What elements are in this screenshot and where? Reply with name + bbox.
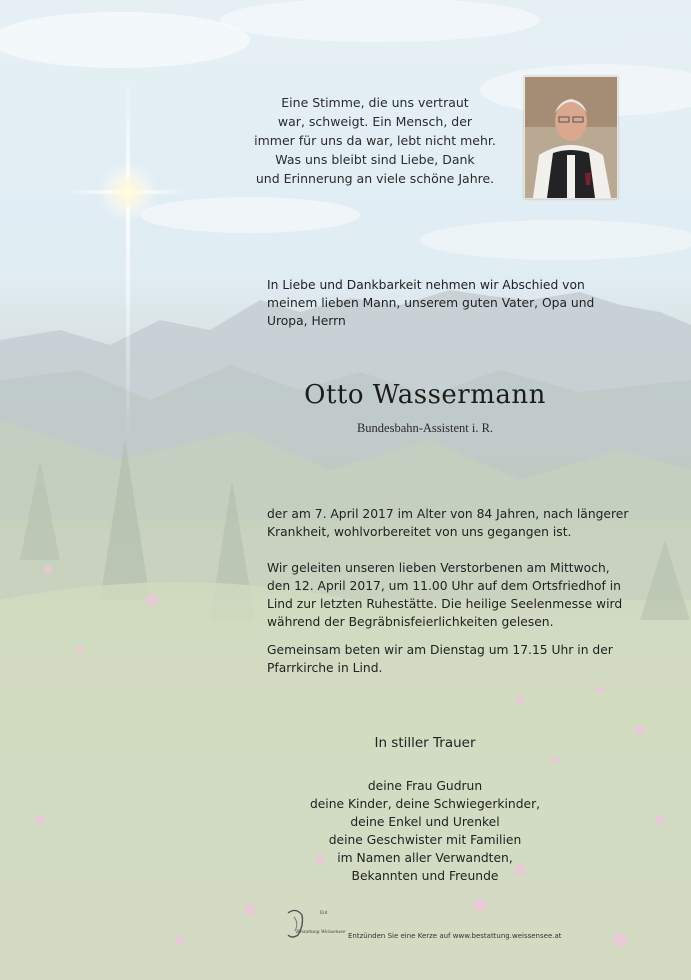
logo-text: Bestattung Weissensee [296, 929, 346, 935]
candle-link[interactable]: Entzünden Sie eine Kerze auf www.bestattung.weissensee.at [348, 932, 562, 940]
mourner-line: im Namen aller Verwandten, [337, 851, 513, 865]
prayer-paragraph [267, 641, 612, 677]
intro-line: Uropa, Herrn [267, 314, 346, 328]
mourner-line: Bekannten und Freunde [351, 869, 499, 883]
deceased-name: Otto Wassermann [304, 380, 546, 410]
verse-line: und Erinnerung an viele schöne Jahre. [255, 171, 495, 186]
footer [282, 905, 582, 943]
verse-line: war, schweigt. Ein Mensch, der [277, 114, 473, 129]
deceased-occupation: Bundesbahn-Assistent i. R. [356, 421, 494, 435]
paragraph-line: Gemeinsam beten wir am Dienstag um 17.15 Uhr in der [267, 643, 613, 657]
paragraph-line: den 12. April 2017, um 11.00 Uhr auf dem Ortsfriedhof in [267, 579, 621, 593]
memorial-verse [240, 93, 510, 188]
paragraph-line: Pfarrkirche in Lind. [267, 661, 383, 675]
death-notice-paragraph [267, 505, 629, 541]
intro-line: meinem lieben Mann, unserem guten Vater, Opa und [267, 296, 595, 310]
verse-line: Eine Stimme, die uns vertraut [281, 95, 469, 110]
verse-line: immer für uns da war, lebt nicht mehr. [254, 133, 496, 148]
farewell-intro [267, 276, 607, 330]
mourner-line: deine Kinder, deine Schwiegerkinder, [309, 797, 541, 811]
portrait-image [525, 77, 617, 198]
verse-line: Was uns bleibt sind Liebe, Dank [275, 152, 475, 167]
funeral-paragraph [267, 559, 623, 631]
mourner-line: deine Enkel und Urenkel [350, 815, 500, 829]
logo-small-text: Erd [320, 911, 328, 916]
paragraph-line: der am 7. April 2017 im Alter von 84 Jahren, nach längerer [267, 507, 629, 521]
logo-mark [282, 905, 342, 943]
paragraph-line: während der Begräbnisfeierlichkeiten gelesen. [267, 615, 554, 629]
mourning-heading: In stiller Trauer [374, 735, 476, 751]
portrait-photo [524, 76, 618, 199]
mourner-line: deine Geschwister mit Familien [328, 833, 522, 847]
paragraph-line: Krankheit, wohlvorbereitet von uns gegangen ist. [267, 525, 572, 539]
mourners-list [290, 777, 560, 885]
paragraph-line: Lind zur letzten Ruhestätte. Die heilige Seelenmesse wird [267, 597, 623, 611]
intro-line: In Liebe und Dankbarkeit nehmen wir Abschied von [267, 278, 585, 292]
mourner-line: deine Frau Gudrun [367, 779, 483, 793]
paragraph-line: Wir geleiten unseren lieben Verstorbenen am Mittwoch, [267, 561, 610, 575]
funeral-home-logo-icon[interactable] [282, 905, 346, 943]
